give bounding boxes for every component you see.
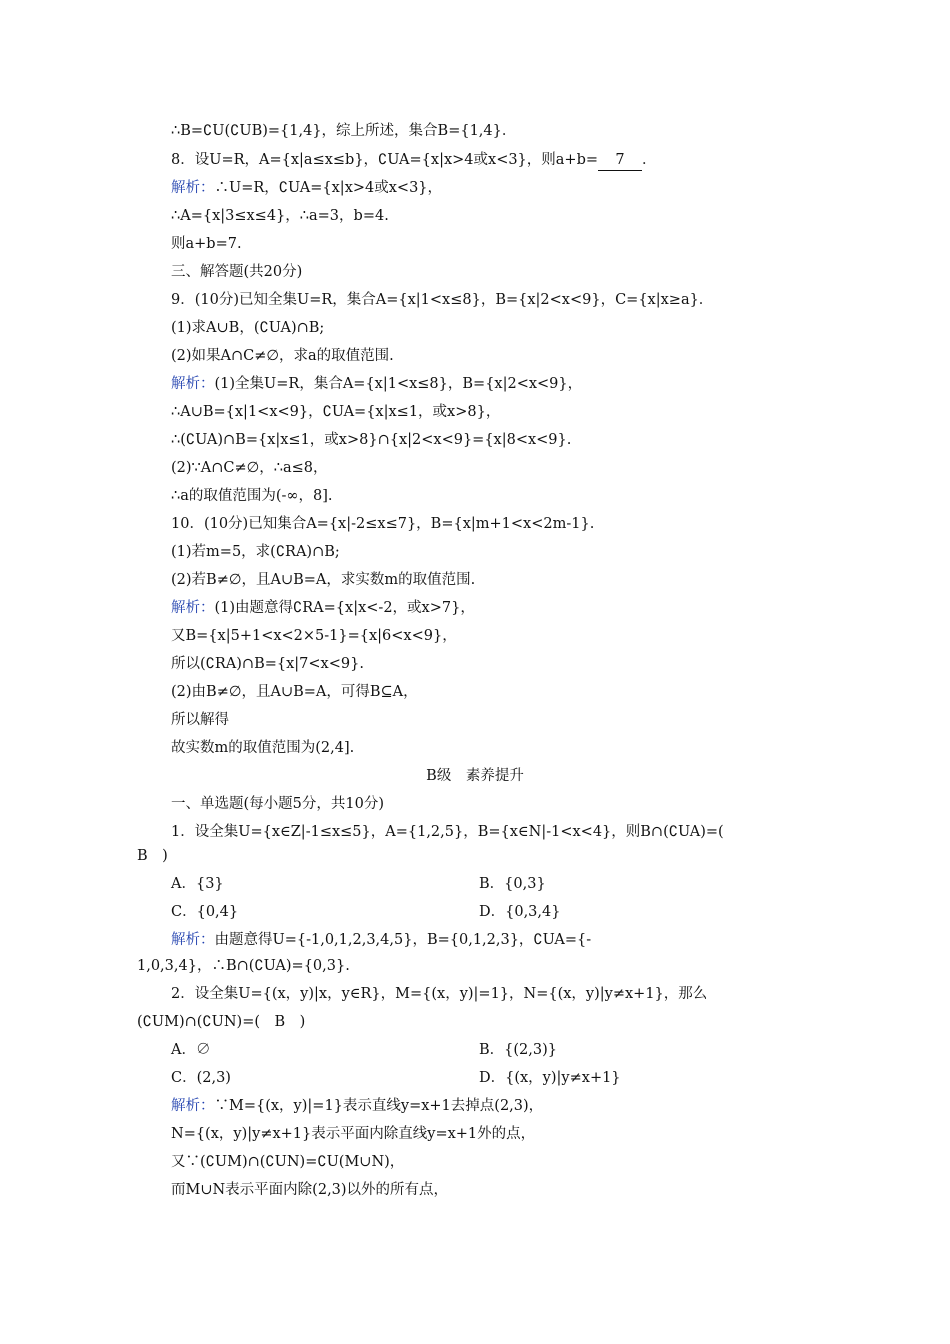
section-subtitle: 一、单选题(每小题5分，共10分) bbox=[171, 796, 384, 812]
option-d: D．{(x，y)|y≠x+1} bbox=[479, 1070, 621, 1086]
solution-label: 解析： bbox=[171, 376, 215, 392]
text-line: ∴A∪B={x|1<x<9}，∁UA={x|x≤1，或x>8}， bbox=[171, 404, 501, 420]
text-line: (2)如果A∩C≠∅，求a的取值范围. bbox=[171, 348, 394, 364]
solution-label: 解析： bbox=[171, 600, 215, 616]
solution-label: 解析： bbox=[171, 180, 215, 196]
question-2-stem: 2．设全集U={(x，y)|x，y∈R}，M={(x，y)|=1}，N={(x，y)|y≠x+1}，那么 bbox=[171, 986, 708, 1002]
solution-line: 解析：∴U=R，∁UA={x|x>4或x<3}， bbox=[171, 180, 443, 196]
option-a: A．{3} bbox=[171, 876, 224, 892]
text-line: 故实数m的取值范围为(2,4]. bbox=[171, 740, 355, 756]
option-b: B．{(2,3)} bbox=[479, 1042, 557, 1058]
text-line: 则a+b=7. bbox=[171, 236, 242, 252]
text-line: ∴(∁UA)∩B={x|x≤1，或x>8}∩{x|2<x<9}={x|8<x<9}. bbox=[171, 432, 572, 448]
solution-line: 解析：由题意得U={-1,0,1,2,3,4,5}，B={0,1,2,3}，∁UA={- bbox=[171, 932, 592, 948]
solution-label: 解析： bbox=[171, 932, 215, 948]
text-line: ∴B=∁U(∁UB)={1,4}，综上所述，集合B={1,4}． bbox=[171, 123, 517, 139]
solution-line: 而M∪N表示平面内除(2,3)以外的所有点， bbox=[171, 1182, 449, 1198]
question-1-stem: 1．设全集U={x∈Z|-1≤x≤5}，A={1,2,5}，B={x∈N|-1<x<4}，则B∩(∁UA)=( bbox=[171, 824, 724, 840]
text-line: (2)由B≠∅，且A∪B=A，可得B⊆A， bbox=[171, 684, 418, 700]
solution-line: 解析：(1)由题意得∁RA={x|x<-2，或x>7}， bbox=[171, 600, 475, 616]
solution-line: 1,0,3,4}，∴B∩(∁UA)={0,3}. bbox=[137, 958, 350, 974]
text-line: (1)若m=5，求(∁RA)∩B; bbox=[171, 544, 340, 560]
text-line: 又B={x|5+1<x<2×5-1}={x|6<x<9}， bbox=[171, 628, 457, 644]
question-8: 8．设U=R，A={x|a≤x≤b}，∁UA={x|x>4或x<3}，则a+b= 7 ． bbox=[171, 150, 657, 171]
solution-line: 解析：∵M={(x，y)|=1}表示直线y=x+1去掉点(2,3)， bbox=[171, 1098, 544, 1114]
text-line: 所以解得 bbox=[171, 712, 229, 728]
question-2-stem-cont: (∁UM)∩(∁UN)=( B ) bbox=[137, 1014, 306, 1030]
text-line: (2)若B≠∅，且A∪B=A，求实数m的取值范围. bbox=[171, 572, 476, 588]
answer-blank: 7 bbox=[598, 150, 642, 171]
solution-label: 解析： bbox=[171, 1098, 215, 1114]
option-c: C．(2,3) bbox=[171, 1070, 231, 1086]
text-line: (2)∵A∩C≠∅，∴a≤8， bbox=[171, 460, 328, 476]
question-10: 10．(10分)已知集合A={x|-2≤x≤7}，B={x|m+1<x<2m-1}. bbox=[171, 516, 595, 532]
option-c: C．{0,4} bbox=[171, 904, 239, 920]
text-line: 所以(∁RA)∩B={x|7<x<9}. bbox=[171, 656, 364, 672]
text-line: ∴a的取值范围为(-∞，8]. bbox=[171, 488, 333, 504]
solution-line: 解析：(1)全集U=R，集合A={x|1<x≤8}，B={x|2<x<9}， bbox=[171, 376, 583, 392]
question-9: 9．(10分)已知全集U=R，集合A={x|1<x≤8}，B={x|2<x<9}，C={x|x≥a}． bbox=[171, 292, 714, 308]
option-b: B．{0,3} bbox=[479, 876, 546, 892]
section-heading: 三、解答题(共20分) bbox=[171, 264, 303, 280]
option-d: D．{0,3,4} bbox=[479, 904, 561, 920]
solution-line: N={(x，y)|y≠x+1}表示平面内除直线y=x+1外的点， bbox=[171, 1126, 536, 1142]
solution-line: 又∵(∁UM)∩(∁UN)=∁U(M∪N)， bbox=[171, 1154, 405, 1170]
text-line: ∴A={x|3≤x≤4}，∴a=3，b=4. bbox=[171, 208, 389, 224]
text-line: (1)求A∪B，(∁UA)∩B; bbox=[171, 320, 325, 336]
option-a: A．∅ bbox=[171, 1042, 211, 1058]
section-title: B级 素养提升 bbox=[426, 768, 524, 784]
question-1-answer: B ) bbox=[137, 848, 168, 864]
